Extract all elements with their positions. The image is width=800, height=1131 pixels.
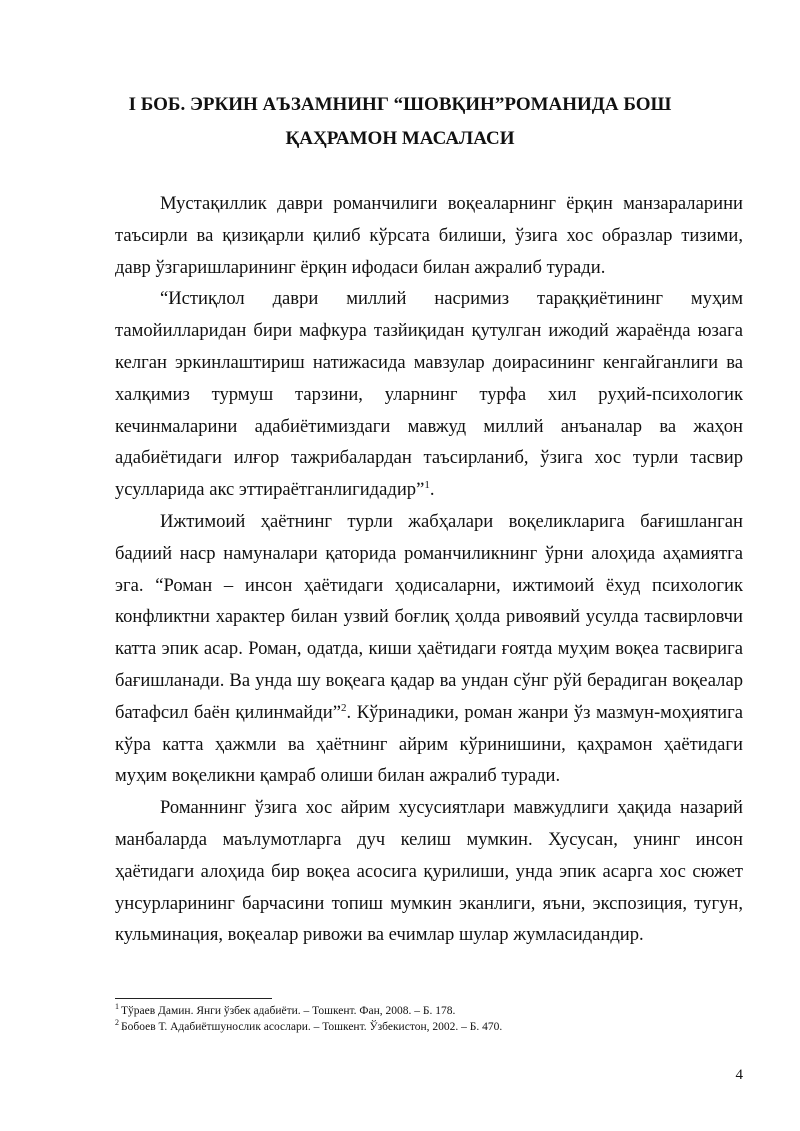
- paragraph-1: Мустақиллик даври романчилиги воқеаларнинг ёрқин манзараларини таъсирли ва қизиқарли қилиб кўрсата билиши, ўзига хос образлар тизими, давр ўзгаришларининг ёрқин ифодаси билан ажралиб туради.: [115, 193, 743, 278]
- chapter-heading: [115, 88, 685, 156]
- footnote-text-2: Бобоев Т. Адабиётшунослик асослари. – Тошкент. Ўзбекистон, 2002. – Б. 470.: [121, 1020, 503, 1033]
- footnotes: [115, 1004, 743, 1035]
- paragraph-2: [115, 283, 743, 506]
- paragraph-2-text: “Истиқлол даври миллий насримиз тараққиётининг муҳим тамойилларидан бири мафкура тазйиқидан қутулган ижодий жараёнда юзага келган эркинлаштириш натижасида мавзулар доирасининг кенгайганлиги ва халқимиз турмуш тарзини, уларнинг турфа хил руҳий-психологик кечинмаларини адабиётимиздаги мавжуд миллий анъаналар ва жаҳон адабиётидаги илғор тажрибалардан таъсирланиб, ўзига хос турли тасвир усулларида акс эттираётганлигидадир”: [115, 288, 743, 501]
- paragraph-4: Романнинг ўзига хос айрим хусусиятлари мавжудлиги ҳақида назарий манбаларда маълумотларга дуч келиш мумкин. Хусусан, унинг инсон ҳаётидаги алоҳида бир воқеа асосига қурилиши, унда эпик асарга хос сюжет унсурларининг барчасини топиш мумкин эканлиги, яъни, экспозиция, тугун, кульминация, воқеалар ривожи ва ечимлар шулар жумласидандир.: [115, 797, 743, 946]
- footnote-reference-1[interactable]: 1: [424, 478, 430, 491]
- paragraph-2-end: .: [429, 479, 435, 501]
- footnote-1: [115, 1004, 743, 1020]
- paragraph-3-text-a: Ижтимоий ҳаётнинг турли жабҳалари воқеликларига бағишланган бадиий наср намуналари қаторида романчиликнинг ўрни алоҳида аҳамиятга эга. “Роман – инсон ҳаётидаги ҳодисаларни, ижтимоий ёхуд психологик конфликтни характер билан узвий боғлиқ ҳолда ривоявий усулда тасвирловчи катта эпик асар. Роман, одатда, киши ҳаётидаги ғоятда муҳим воқеа тасвирига бағишланади. Ва унда шу воқеага қадар ва ундан сўнг рўй берадиган воқеалар батафсил баён қилинмайди”: [115, 510, 743, 723]
- footnote-divider: [115, 998, 272, 999]
- footnote-reference-2[interactable]: 2: [341, 701, 347, 714]
- footnote-mark-1: 1: [115, 1002, 119, 1012]
- chapter-heading-line-2: ҚАҲРАМОН МАСАЛАСИ: [285, 128, 515, 149]
- footnote-2: [115, 1017, 743, 1036]
- chapter-heading-line-1: I БОБ. ЭРКИН АЪЗАМНИНГ “ШОВҚИН”РОМАНИДА БОШ: [128, 94, 672, 115]
- paragraph-3: [115, 506, 743, 792]
- footnote-mark-2: 2: [115, 1017, 119, 1027]
- page-number: 4: [735, 1067, 743, 1083]
- body-text: [115, 188, 743, 951]
- paragraph-3-text-b: . Кўринадики, роман жанри ўз мазмун-моҳиятига кўра катта ҳажмли ва ҳаётнинг айрим кўринишини, қаҳрамон ҳаётидаги муҳим воқеликни қамраб олиши билан ажралиб туради.: [115, 701, 743, 787]
- footnote-text-1: Тўраев Дамин. Янги ўзбек адабиёти. – Тошкент. Фан, 2008. – Б. 178.: [121, 1005, 456, 1017]
